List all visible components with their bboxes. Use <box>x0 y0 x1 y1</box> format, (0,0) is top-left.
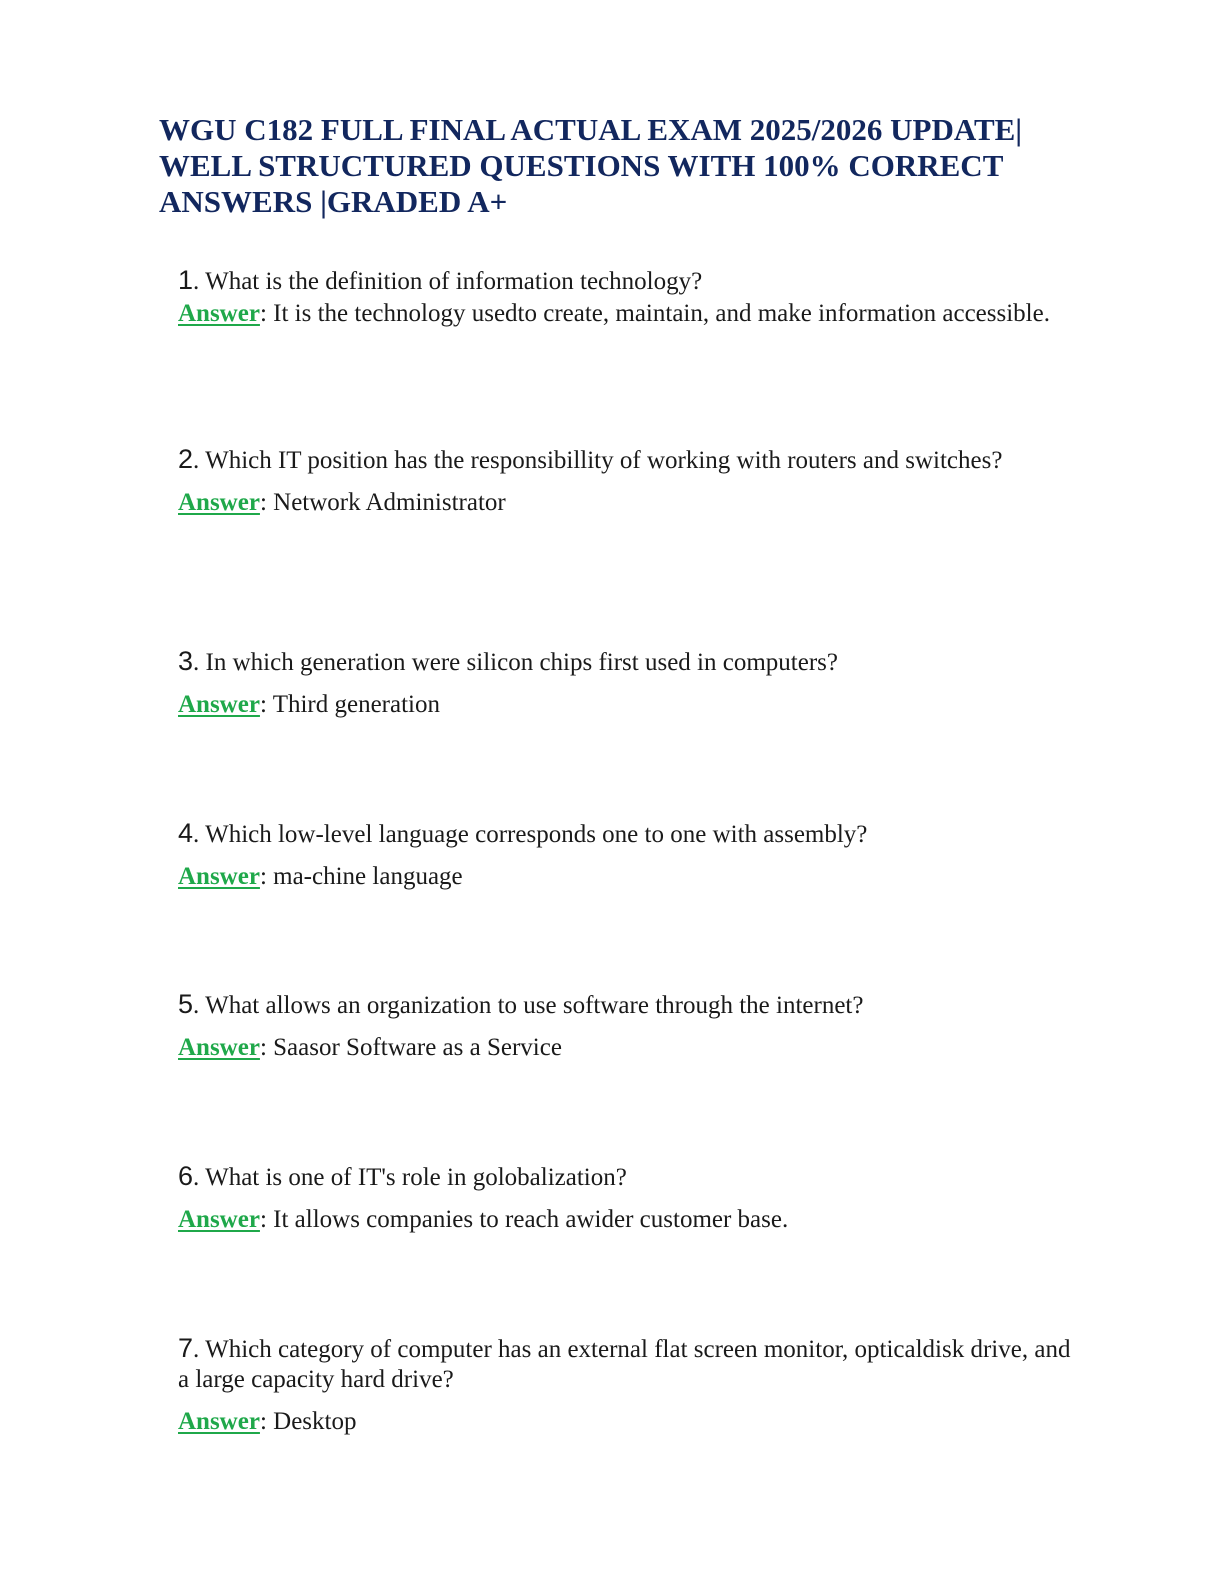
question-number: 2 <box>178 444 194 474</box>
question-number: 6 <box>178 1161 194 1191</box>
answer-text: ma-chine language <box>273 863 463 890</box>
document-title: WGU C182 FULL FINAL ACTUAL EXAM 2025/2026 UPDATE| WELL STRUCTURED QUESTIONS WITH 100% CORRECT ANSWERS |GRADED A+ <box>159 112 1023 219</box>
answer-text: Third generation <box>272 691 440 718</box>
answer-1: Answer: It is the technology usedto create, maintain, and make information accessible. <box>178 300 1050 327</box>
answer-5: Answer: Saasor Software as a Service <box>178 1034 562 1061</box>
question-number: 7 <box>178 1333 194 1363</box>
answer-text: It is the technology usedto create, maintain, and make information accessible. <box>273 300 1050 327</box>
question-number: 3 <box>178 646 194 676</box>
question-number: 5 <box>178 989 194 1019</box>
answer-label: Answer <box>178 489 260 516</box>
answer-3: Answer: Third generation <box>178 691 440 718</box>
question-text: What is the definition of information technology? <box>205 268 703 295</box>
question-4: 4. Which low-level language corresponds one to one with assembly? <box>178 818 868 848</box>
qa-item-6 <box>178 1161 1078 1235</box>
answer-label: Answer <box>178 1206 260 1233</box>
question-1: 1. What is the definition of information technology? <box>178 265 703 295</box>
question-6: 6. What is one of IT's role in golobalization? <box>178 1161 627 1191</box>
answer-label: Answer <box>178 300 260 327</box>
answer-text: Saasor Software as a Service <box>273 1034 562 1061</box>
question-text: Which IT position has the responsibillity of working with routers and switches? <box>205 447 1003 474</box>
qa-item-1 <box>178 265 1078 329</box>
answer-4: Answer: ma-chine language <box>178 863 463 890</box>
answer-label: Answer <box>178 1408 260 1435</box>
qa-item-7 <box>178 1333 1078 1437</box>
question-text: Which category of computer has an external flat screen monitor, opticaldisk drive, and a large capacity hard drive? <box>178 1336 1071 1393</box>
answer-label: Answer <box>178 863 260 890</box>
qa-item-5 <box>178 989 1078 1063</box>
question-7: 7. Which category of computer has an external flat screen monitor, opticaldisk drive, and a large capacity hard drive? <box>178 1333 1071 1393</box>
qa-item-4 <box>178 818 1078 892</box>
question-2: 2. Which IT position has the responsibillity of working with routers and switches? <box>178 444 1003 474</box>
answer-text: It allows companies to reach awider customer base. <box>273 1206 789 1233</box>
question-number: 4 <box>178 818 194 848</box>
answer-6: Answer: It allows companies to reach awider customer base. <box>178 1206 789 1233</box>
answer-label: Answer <box>178 1034 260 1061</box>
answer-text: Desktop <box>273 1408 357 1435</box>
question-5: 5. What allows an organization to use software through the internet? <box>178 989 864 1019</box>
answer-2: Answer: Network Administrator <box>178 489 506 516</box>
answer-text: Network Administrator <box>273 489 506 516</box>
answer-7: Answer: Desktop <box>178 1408 357 1435</box>
question-text: Which low-level language corresponds one to one with assembly? <box>205 821 868 848</box>
answer-label: Answer <box>178 691 260 718</box>
qa-item-3 <box>178 646 1078 720</box>
question-text: What is one of IT's role in golobalization? <box>205 1164 627 1191</box>
qa-item-2 <box>178 444 1078 518</box>
question-text: In which generation were silicon chips first used in computers? <box>205 649 838 676</box>
question-3: 3. In which generation were silicon chips first used in computers? <box>178 646 838 676</box>
question-text: What allows an organization to use software through the internet? <box>205 992 864 1019</box>
question-number: 1 <box>178 265 194 295</box>
